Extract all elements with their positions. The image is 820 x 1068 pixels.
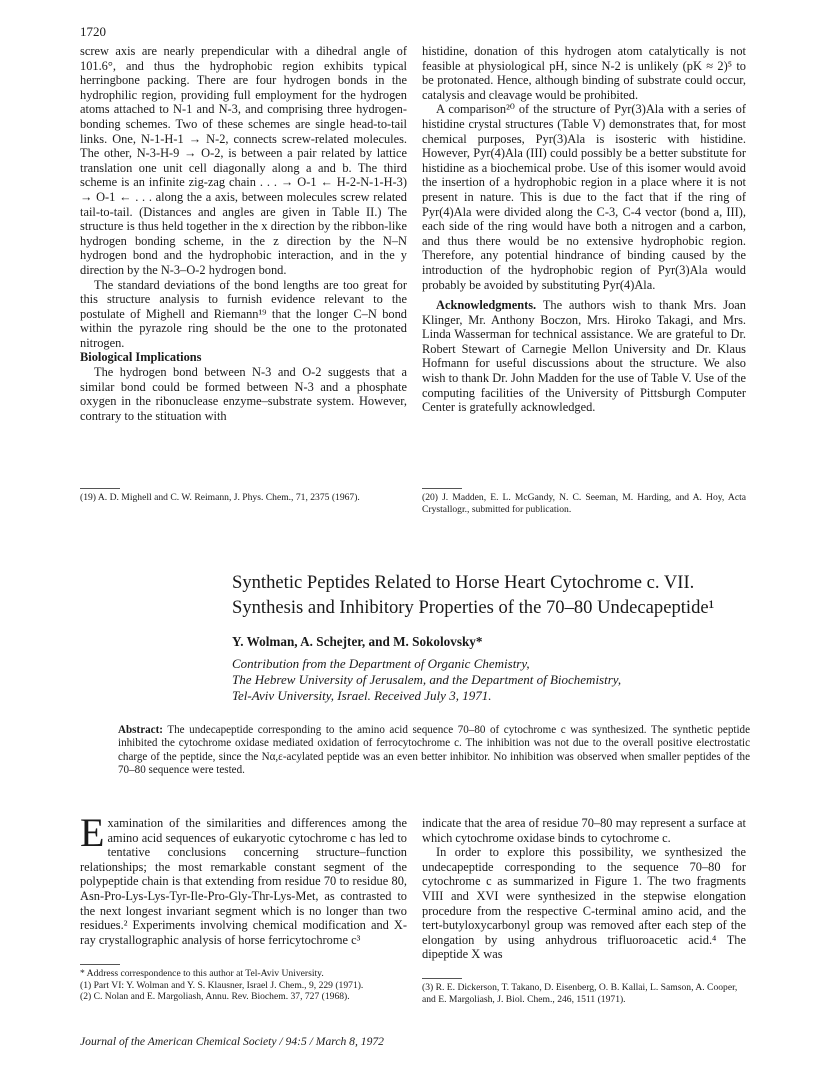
affiliation-line: Tel-Aviv University, Israel. Received July 3, 1971. [232,688,492,703]
journal-citation: Journal of the American Chemical Society / 94:5 / March 8, 1972 [80,1035,384,1048]
body-paragraph: histidine, donation of this hydrogen atom catalytically is not feasible at physiological pH, since N-2 is unlikely (pK ≈ 2)⁵ to be protonated. Hence, although binding of substrate could occur, catalysis and cleavage would be prohibited. [422,44,746,102]
footnote-text: (20) J. Madden, E. L. McGandy, N. C. Seeman, M. Harding, and A. Hoy, Acta Crystallogr., submitted for publication. [422,492,746,515]
body-paragraph: screw axis are nearly prependicular with a dihedral angle of 101.6°, and thus the hydrophobic region exhibits typical herringbone packing. There are four hydrogen bonds in the hydrophilic region, providing full employment for the hydrogen atoms attached to N-1 and N-3, and comprising three hydrogen-bonding schemes. Two of these schemes are single head-to-tail links. One, N-1-H-1 → N-2, connects screw-related molecules. The other, N-3-H-9 → O-2, is between a pair related by lattice translation one unit cell diagonally along a and b. The third scheme is an infinite zig-zag chain . . . → O-1 ← H-2-N-1-H-3) → O-1 ← . . . along the a axis, between molecules screw related tail-to-tail. (Distances and angles are given in Table II.) The structure is thus held together in the x direction by the ribbon-like hydrogen bonding scheme, in the z direction by the N–N hydrogen bond and the hydrophobic interaction, and in the y direction by the N-3–O-2 hydrogen bond. [80,44,407,277]
authors: Y. Wolman, A. Schejter, and M. Sokolovsky* [232,634,483,649]
acknowledgments-label: Acknowledgments. [436,298,537,313]
article-header [232,570,752,704]
footnote-text: (1) Part VI: Y. Wolman and Y. S. Klausner, Israel J. Chem., 9, 229 (1971). [80,979,364,991]
intro-paragraph [80,810,407,947]
footnote-rule [80,488,120,489]
section-heading: Biological Implications [80,350,202,365]
top-left-column [80,44,407,423]
body-paragraph: indicate that the area of residue 70–80 may represent a surface at which cytochrome oxidase binds to cytochrome c. [422,816,746,845]
lower-left-footnotes [80,968,407,1003]
abstract [118,724,750,778]
footnote-text: * Address correspondence to this author at Tel-Aviv University. [80,968,324,979]
intro-left-column [80,810,407,947]
body-paragraph: The standard deviations of the bond lengths are too great for this structure analysis to furnish evidence relevant to the postulate of Mighell and Riemann¹⁹ that the longer C–N bond within the pyrazole ring should be the one to the protonated nitrogen. [80,277,407,350]
acknowledgments-paragraph [422,298,746,415]
abstract-label: Abstract: [118,724,163,736]
drop-cap: E [80,810,105,855]
affiliation-line: The Hebrew University of Jerusalem, and the Department of Biochemistry, [232,672,622,687]
affiliation-line: Contribution from the Department of Organic Chemistry, [232,656,530,671]
top-right-column [422,44,746,415]
footnote-rule [80,964,120,965]
article-title-line-2: Synthesis and Inhibitory Properties of the 70–80 Undecapeptide¹ [232,597,715,618]
acknowledgments-text: The authors wish to thank Mrs. Joan Klinger, Mr. Anthony Boczon, Mrs. Hiroko Takagi, and Mrs. Linda Wasserman for technical assistance. We are grateful to Dr. Robert Stewart of Carnegie Mellon University and Dr. Klaus Hofmann for useful discussions about the structure. We also wish to thank Dr. John Madden for the use of Table V. Use of the computing facilities of the University of Pittsburgh Computer Center is gratefully acknowledged. [422,298,747,415]
intro-right-column [422,816,746,962]
footnote-text: (19) A. D. Mighell and C. W. Reimann, J. Phys. Chem., 71, 2375 (1967). [80,492,360,503]
body-paragraph: The hydrogen bond between N-3 and O-2 suggests that a similar bond could be formed between N-3 and a phosphate oxygen in the ribonuclease enzyme–substrate system. However, contrary to the stituation with [80,365,407,423]
footnote-rule [422,488,462,489]
intro-text: xamination of the similarities and differences among the amino acid sequences of eukaryotic cytochrome c has led to tentative conclusions concerning structure–function relationships; the most remarkable constant segment of the polypeptide chain is that extending from residue 70 to residue 80, Asn-Pro-Lys-Lys-Tyr-Ile-Pro-Gly-Thr-Lys-Met, as contrasted to the next longest invariant segment which is no longer than two residues.² Experiments involving chemical modification and X-ray crystallographic analysis of horse ferricytochrome c³ [80,816,407,947]
abstract-text: The undecapeptide corresponding to the amino acid sequence 70–80 of cytochrome c was synthesized. The synthetic peptide inhibited the cytochrome oxidase mediated oxidation of ferrocytochrome c. The inhibition was not due to the overall positive electrostatic charge of the peptide, since the Nα,ε-acylated peptide was an even better inhibitor. No inhibition was observed when smaller peptides of the 70–80 sequence were tested. [118,724,751,777]
article-title-line-1: Synthetic Peptides Related to Horse Heart Cytochrome c. VII. [232,572,695,593]
page-number: 1720 [80,24,106,39]
footnote-rule [422,978,462,979]
body-paragraph: A comparison²⁰ of the structure of Pyr(3)Ala with a series of histidine crystal structures (Table V) demonstrates that, for most chemical purposes, Pyr(3)Ala is isosteric with histidine. However, Pyr(4)Ala (III) could possibly be a better substitute for histidine as a biochemical probe. Use of this isomer would avoid the insertion of a hydrophobic region in a place where it is not present in nature. This is due to the fact that if the ring of Pyr(4)Ala were divided along the C-3, C-4 vector (bond a, III), each side of the ring would have both a nitrogen and a carbon, and thus there would be no extensive hydrophobic region. Therefore, any potential hindrance of binding caused by the introduction of the hydrophobic region of Pyr(3)Ala would probably be avoided by substituting Pyr(4)Ala. [422,102,746,292]
body-paragraph: In order to explore this possibility, we synthesized the undecapeptide corresponding to the sequence 70–80 for cytochrome c as summarized in Figure 1. The two fragments VIII and XVI were synthesized in the stepwise elongation procedure from the respective C-terminal amino acid, and the tert-butyloxycarbonyl group was removed after each step of the elongation by using anhydrous trifluoroacetic acid.⁴ The dipeptide X was [422,845,746,962]
footnote-20 [422,492,746,515]
footnote-text: (2) C. Nolan and E. Margoliash, Annu. Rev. Biochem. 37, 727 (1968). [80,991,350,1002]
lower-right-footnote [422,982,746,1005]
footnote-text: (3) R. E. Dickerson, T. Takano, D. Eisenberg, O. B. Kallai, L. Samson, A. Cooper, and E. Margoliash, J. Biol. Chem., 246, 1511 (1971). [422,982,738,1005]
footnote-19 [80,492,407,504]
affiliation [232,656,752,704]
